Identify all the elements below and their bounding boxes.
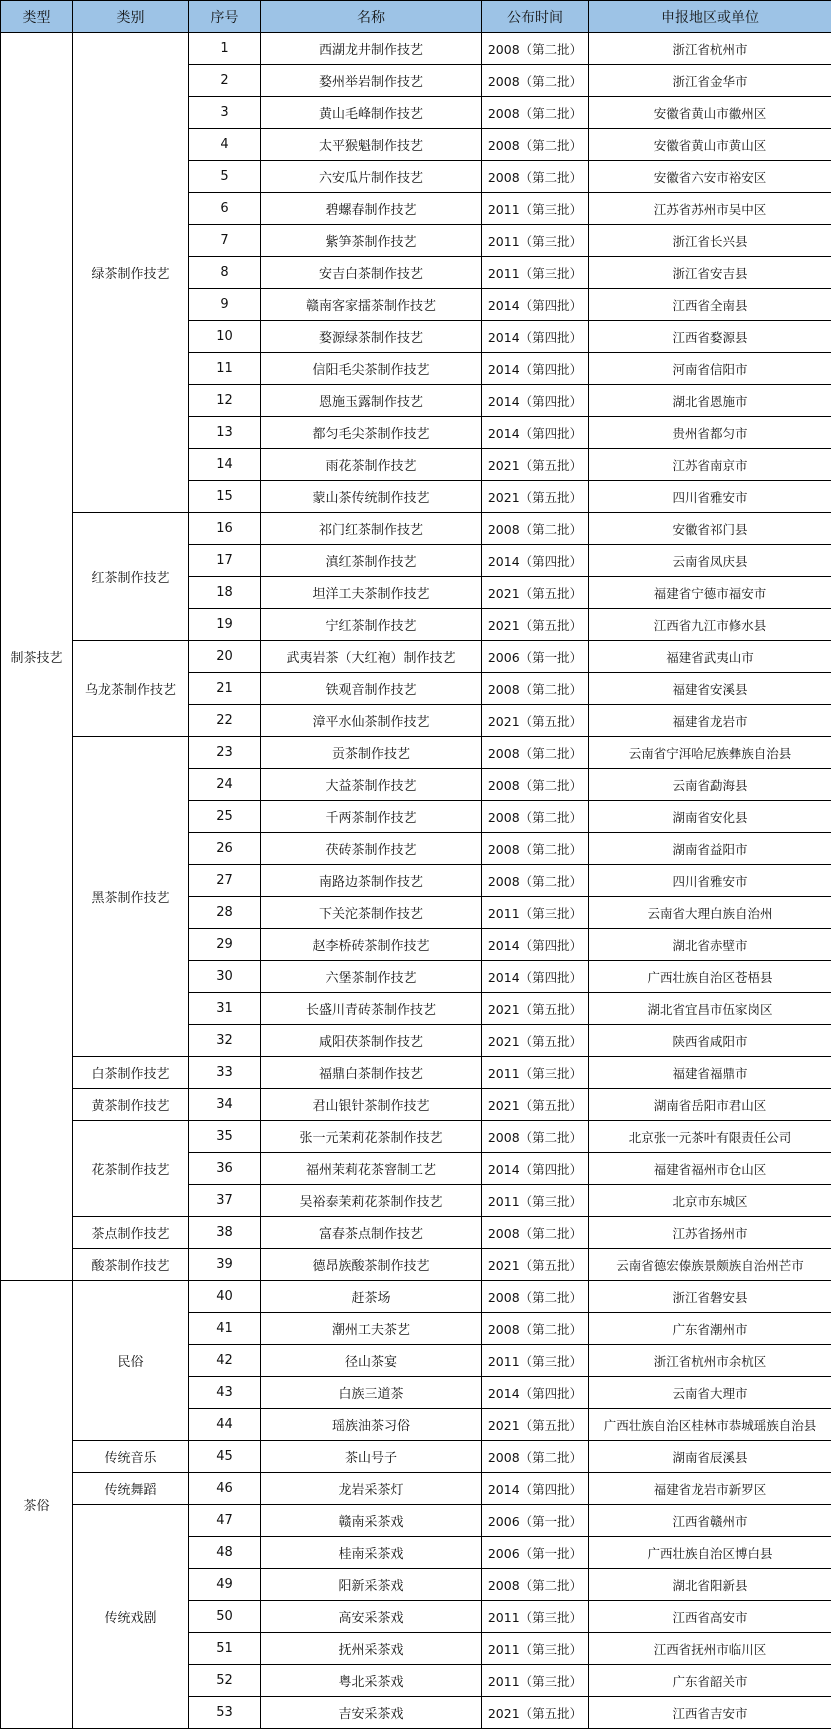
applicant-cell: 广东省韶关市: [589, 1665, 831, 1697]
publish-date-cell: 2008（第二批）: [482, 1569, 589, 1601]
applicant-cell: 福建省福州市仓山区: [589, 1153, 831, 1185]
category-cell: 黑茶制作技艺: [73, 737, 189, 1057]
number-cell: 34: [189, 1089, 261, 1121]
applicant-cell: 江西省全南县: [589, 289, 831, 321]
category-cell: 民俗: [73, 1281, 189, 1441]
name-cell: 千两茶制作技艺: [261, 801, 482, 833]
applicant-cell: 福建省宁德市福安市: [589, 577, 831, 609]
name-cell: 六安瓜片制作技艺: [261, 161, 482, 193]
name-cell: 下关沱茶制作技艺: [261, 897, 482, 929]
applicant-cell: 福建省武夷山市: [589, 641, 831, 673]
name-cell: 碧螺春制作技艺: [261, 193, 482, 225]
name-cell: 雨花茶制作技艺: [261, 449, 482, 481]
name-cell: 君山银针茶制作技艺: [261, 1089, 482, 1121]
name-cell: 蒙山茶传统制作技艺: [261, 481, 482, 513]
name-cell: 阳新采茶戏: [261, 1569, 482, 1601]
name-cell: 高安采茶戏: [261, 1601, 482, 1633]
applicant-cell: 湖北省阳新县: [589, 1569, 831, 1601]
name-cell: 龙岩采茶灯: [261, 1473, 482, 1505]
number-cell: 25: [189, 801, 261, 833]
applicant-cell: 江西省高安市: [589, 1601, 831, 1633]
header-row: [1, 1, 831, 33]
category-cell: 黄茶制作技艺: [73, 1089, 189, 1121]
publish-date-cell: 2021（第五批）: [482, 481, 589, 513]
name-cell: 福州茉莉花茶窨制工艺: [261, 1153, 482, 1185]
header-type: 类型: [1, 1, 73, 33]
name-cell: 安吉白茶制作技艺: [261, 257, 482, 289]
applicant-cell: 江苏省南京市: [589, 449, 831, 481]
number-cell: 40: [189, 1281, 261, 1313]
publish-date-cell: 2021（第五批）: [482, 577, 589, 609]
number-cell: 8: [189, 257, 261, 289]
number-cell: 21: [189, 673, 261, 705]
table-row: [1, 1281, 831, 1313]
name-cell: 抚州采茶戏: [261, 1633, 482, 1665]
publish-date-cell: 2008（第二批）: [482, 769, 589, 801]
number-cell: 32: [189, 1025, 261, 1057]
publish-date-cell: 2011（第三批）: [482, 1185, 589, 1217]
publish-date-cell: 2008（第二批）: [482, 65, 589, 97]
name-cell: 潮州工夫茶艺: [261, 1313, 482, 1345]
number-cell: 42: [189, 1345, 261, 1377]
publish-date-cell: 2008（第二批）: [482, 801, 589, 833]
number-cell: 19: [189, 609, 261, 641]
publish-date-cell: 2021（第五批）: [482, 449, 589, 481]
publish-date-cell: 2014（第四批）: [482, 289, 589, 321]
name-cell: 茯砖茶制作技艺: [261, 833, 482, 865]
name-cell: 黄山毛峰制作技艺: [261, 97, 482, 129]
header-number: 序号: [189, 1, 261, 33]
publish-date-cell: 2011（第三批）: [482, 1057, 589, 1089]
number-cell: 26: [189, 833, 261, 865]
table-header: [1, 1, 831, 33]
applicant-cell: 云南省大理市: [589, 1377, 831, 1409]
name-cell: 瑶族油茶习俗: [261, 1409, 482, 1441]
publish-date-cell: 2008（第二批）: [482, 1281, 589, 1313]
number-cell: 10: [189, 321, 261, 353]
publish-date-cell: 2008（第二批）: [482, 97, 589, 129]
applicant-cell: 江苏省苏州市吴中区: [589, 193, 831, 225]
name-cell: 吴裕泰茉莉花茶制作技艺: [261, 1185, 482, 1217]
applicant-cell: 浙江省金华市: [589, 65, 831, 97]
publish-date-cell: 2011（第三批）: [482, 225, 589, 257]
name-cell: 都匀毛尖茶制作技艺: [261, 417, 482, 449]
applicant-cell: 湖北省赤壁市: [589, 929, 831, 961]
number-cell: 43: [189, 1377, 261, 1409]
publish-date-cell: 2011（第三批）: [482, 1601, 589, 1633]
name-cell: 吉安采茶戏: [261, 1697, 482, 1729]
publish-date-cell: 2011（第三批）: [482, 1345, 589, 1377]
table-row: [1, 1089, 831, 1121]
number-cell: 17: [189, 545, 261, 577]
name-cell: 祁门红茶制作技艺: [261, 513, 482, 545]
publish-date-cell: 2008（第二批）: [482, 1441, 589, 1473]
name-cell: 富春茶点制作技艺: [261, 1217, 482, 1249]
table-row: [1, 1057, 831, 1089]
publish-date-cell: 2021（第五批）: [482, 1089, 589, 1121]
name-cell: 长盛川青砖茶制作技艺: [261, 993, 482, 1025]
category-cell: 花茶制作技艺: [73, 1121, 189, 1217]
header-category: 类别: [73, 1, 189, 33]
name-cell: 赶茶场: [261, 1281, 482, 1313]
number-cell: 39: [189, 1249, 261, 1281]
publish-date-cell: 2014（第四批）: [482, 545, 589, 577]
header-publish-date: 公布时间: [482, 1, 589, 33]
name-cell: 南路边茶制作技艺: [261, 865, 482, 897]
applicant-cell: 浙江省杭州市余杭区: [589, 1345, 831, 1377]
number-cell: 7: [189, 225, 261, 257]
name-cell: 福鼎白茶制作技艺: [261, 1057, 482, 1089]
applicant-cell: 福建省龙岩市: [589, 705, 831, 737]
applicant-cell: 北京市东城区: [589, 1185, 831, 1217]
publish-date-cell: 2014（第四批）: [482, 1153, 589, 1185]
name-cell: 恩施玉露制作技艺: [261, 385, 482, 417]
number-cell: 6: [189, 193, 261, 225]
applicant-cell: 安徽省六安市裕安区: [589, 161, 831, 193]
header-name: 名称: [261, 1, 482, 33]
number-cell: 14: [189, 449, 261, 481]
number-cell: 28: [189, 897, 261, 929]
applicant-cell: 湖北省宜昌市伍家岗区: [589, 993, 831, 1025]
name-cell: 咸阳茯茶制作技艺: [261, 1025, 482, 1057]
applicant-cell: 广西壮族自治区博白县: [589, 1537, 831, 1569]
applicant-cell: 江西省赣州市: [589, 1505, 831, 1537]
number-cell: 41: [189, 1313, 261, 1345]
number-cell: 53: [189, 1697, 261, 1729]
number-cell: 23: [189, 737, 261, 769]
number-cell: 16: [189, 513, 261, 545]
name-cell: 赣南客家擂茶制作技艺: [261, 289, 482, 321]
publish-date-cell: 2014（第四批）: [482, 385, 589, 417]
number-cell: 45: [189, 1441, 261, 1473]
category-cell: 茶点制作技艺: [73, 1217, 189, 1249]
number-cell: 3: [189, 97, 261, 129]
name-cell: 大益茶制作技艺: [261, 769, 482, 801]
publish-date-cell: 2011（第三批）: [482, 1633, 589, 1665]
number-cell: 24: [189, 769, 261, 801]
publish-date-cell: 2021（第五批）: [482, 993, 589, 1025]
applicant-cell: 云南省勐海县: [589, 769, 831, 801]
applicant-cell: 浙江省长兴县: [589, 225, 831, 257]
table-row: [1, 1249, 831, 1281]
applicant-cell: 福建省福鼎市: [589, 1057, 831, 1089]
publish-date-cell: 2014（第四批）: [482, 417, 589, 449]
applicant-cell: 云南省德宏傣族景颇族自治州芒市: [589, 1249, 831, 1281]
name-cell: 婺源绿茶制作技艺: [261, 321, 482, 353]
publish-date-cell: 2008（第二批）: [482, 737, 589, 769]
publish-date-cell: 2008（第二批）: [482, 1313, 589, 1345]
category-cell: 传统戏剧: [73, 1505, 189, 1729]
number-cell: 5: [189, 161, 261, 193]
category-cell: 红茶制作技艺: [73, 513, 189, 641]
applicant-cell: 江西省吉安市: [589, 1697, 831, 1729]
name-cell: 张一元茉莉花茶制作技艺: [261, 1121, 482, 1153]
name-cell: 太平猴魁制作技艺: [261, 129, 482, 161]
publish-date-cell: 2008（第二批）: [482, 33, 589, 65]
number-cell: 44: [189, 1409, 261, 1441]
applicant-cell: 北京张一元茶叶有限责任公司: [589, 1121, 831, 1153]
applicant-cell: 湖南省益阳市: [589, 833, 831, 865]
publish-date-cell: 2011（第三批）: [482, 897, 589, 929]
applicant-cell: 福建省龙岩市新罗区: [589, 1473, 831, 1505]
publish-date-cell: 2008（第二批）: [482, 1121, 589, 1153]
applicant-cell: 广东省潮州市: [589, 1313, 831, 1345]
name-cell: 六堡茶制作技艺: [261, 961, 482, 993]
number-cell: 30: [189, 961, 261, 993]
type-cell: 茶俗: [1, 1281, 73, 1729]
number-cell: 11: [189, 353, 261, 385]
applicant-cell: 江西省九江市修水县: [589, 609, 831, 641]
applicant-cell: 广西壮族自治区苍梧县: [589, 961, 831, 993]
name-cell: 婺州举岩制作技艺: [261, 65, 482, 97]
publish-date-cell: 2021（第五批）: [482, 1249, 589, 1281]
number-cell: 20: [189, 641, 261, 673]
applicant-cell: 江西省婺源县: [589, 321, 831, 353]
category-cell: 传统音乐: [73, 1441, 189, 1473]
publish-date-cell: 2011（第三批）: [482, 193, 589, 225]
applicant-cell: 四川省雅安市: [589, 865, 831, 897]
name-cell: 铁观音制作技艺: [261, 673, 482, 705]
applicant-cell: 安徽省黄山市徽州区: [589, 97, 831, 129]
number-cell: 15: [189, 481, 261, 513]
publish-date-cell: 2014（第四批）: [482, 1377, 589, 1409]
publish-date-cell: 2006（第一批）: [482, 1537, 589, 1569]
applicant-cell: 浙江省磐安县: [589, 1281, 831, 1313]
name-cell: 坦洋工夫茶制作技艺: [261, 577, 482, 609]
applicant-cell: 湖南省辰溪县: [589, 1441, 831, 1473]
name-cell: 信阳毛尖茶制作技艺: [261, 353, 482, 385]
number-cell: 37: [189, 1185, 261, 1217]
publish-date-cell: 2008（第二批）: [482, 129, 589, 161]
category-cell: 绿茶制作技艺: [73, 33, 189, 513]
number-cell: 46: [189, 1473, 261, 1505]
table-row: [1, 1441, 831, 1473]
name-cell: 白族三道茶: [261, 1377, 482, 1409]
publish-date-cell: 2014（第四批）: [482, 321, 589, 353]
number-cell: 47: [189, 1505, 261, 1537]
publish-date-cell: 2021（第五批）: [482, 1409, 589, 1441]
publish-date-cell: 2011（第三批）: [482, 1665, 589, 1697]
applicant-cell: 广西壮族自治区桂林市恭城瑶族自治县: [589, 1409, 831, 1441]
applicant-cell: 安徽省黄山市黄山区: [589, 129, 831, 161]
table-row: [1, 737, 831, 769]
publish-date-cell: 2021（第五批）: [482, 705, 589, 737]
number-cell: 4: [189, 129, 261, 161]
number-cell: 9: [189, 289, 261, 321]
table-row: [1, 33, 831, 65]
number-cell: 36: [189, 1153, 261, 1185]
publish-date-cell: 2008（第二批）: [482, 161, 589, 193]
name-cell: 西湖龙井制作技艺: [261, 33, 482, 65]
applicant-cell: 云南省大理白族自治州: [589, 897, 831, 929]
number-cell: 27: [189, 865, 261, 897]
applicant-cell: 云南省宁洱哈尼族彝族自治县: [589, 737, 831, 769]
table-row: [1, 1217, 831, 1249]
number-cell: 33: [189, 1057, 261, 1089]
applicant-cell: 浙江省杭州市: [589, 33, 831, 65]
publish-date-cell: 2014（第四批）: [482, 1473, 589, 1505]
name-cell: 贡茶制作技艺: [261, 737, 482, 769]
category-cell: 乌龙茶制作技艺: [73, 641, 189, 737]
category-cell: 传统舞蹈: [73, 1473, 189, 1505]
applicant-cell: 福建省安溪县: [589, 673, 831, 705]
number-cell: 38: [189, 1217, 261, 1249]
number-cell: 1: [189, 33, 261, 65]
number-cell: 50: [189, 1601, 261, 1633]
name-cell: 径山茶宴: [261, 1345, 482, 1377]
publish-date-cell: 2011（第三批）: [482, 257, 589, 289]
number-cell: 12: [189, 385, 261, 417]
publish-date-cell: 2014（第四批）: [482, 353, 589, 385]
table-row: [1, 1473, 831, 1505]
number-cell: 31: [189, 993, 261, 1025]
name-cell: 滇红茶制作技艺: [261, 545, 482, 577]
number-cell: 13: [189, 417, 261, 449]
applicant-cell: 陕西省咸阳市: [589, 1025, 831, 1057]
header-applicant: 申报地区或单位: [589, 1, 831, 33]
publish-date-cell: 2021（第五批）: [482, 1697, 589, 1729]
name-cell: 茶山号子: [261, 1441, 482, 1473]
applicant-cell: 江西省抚州市临川区: [589, 1633, 831, 1665]
name-cell: 漳平水仙茶制作技艺: [261, 705, 482, 737]
name-cell: 桂南采茶戏: [261, 1537, 482, 1569]
name-cell: 赣南采茶戏: [261, 1505, 482, 1537]
number-cell: 51: [189, 1633, 261, 1665]
applicant-cell: 浙江省安吉县: [589, 257, 831, 289]
publish-date-cell: 2006（第一批）: [482, 641, 589, 673]
category-cell: 酸茶制作技艺: [73, 1249, 189, 1281]
publish-date-cell: 2021（第五批）: [482, 609, 589, 641]
applicant-cell: 湖南省安化县: [589, 801, 831, 833]
number-cell: 2: [189, 65, 261, 97]
applicant-cell: 江苏省扬州市: [589, 1217, 831, 1249]
name-cell: 赵李桥砖茶制作技艺: [261, 929, 482, 961]
applicant-cell: 湖南省岳阳市君山区: [589, 1089, 831, 1121]
publish-date-cell: 2008（第二批）: [482, 513, 589, 545]
table-row: [1, 1505, 831, 1537]
table-row: [1, 1121, 831, 1153]
name-cell: 紫笋茶制作技艺: [261, 225, 482, 257]
number-cell: 18: [189, 577, 261, 609]
publish-date-cell: 2008（第二批）: [482, 865, 589, 897]
number-cell: 48: [189, 1537, 261, 1569]
name-cell: 武夷岩茶（大红袍）制作技艺: [261, 641, 482, 673]
type-cell: 制茶技艺: [1, 33, 73, 1281]
applicant-cell: 湖北省恩施市: [589, 385, 831, 417]
name-cell: 德昂族酸茶制作技艺: [261, 1249, 482, 1281]
applicant-cell: 四川省雅安市: [589, 481, 831, 513]
table-row: [1, 513, 831, 545]
applicant-cell: 贵州省都匀市: [589, 417, 831, 449]
name-cell: 粤北采茶戏: [261, 1665, 482, 1697]
publish-date-cell: 2008（第二批）: [482, 673, 589, 705]
number-cell: 29: [189, 929, 261, 961]
applicant-cell: 河南省信阳市: [589, 353, 831, 385]
category-cell: 白茶制作技艺: [73, 1057, 189, 1089]
number-cell: 52: [189, 1665, 261, 1697]
name-cell: 宁红茶制作技艺: [261, 609, 482, 641]
publish-date-cell: 2014（第四批）: [482, 929, 589, 961]
publish-date-cell: 2006（第一批）: [482, 1505, 589, 1537]
publish-date-cell: 2008（第二批）: [482, 833, 589, 865]
applicant-cell: 云南省凤庆县: [589, 545, 831, 577]
publish-date-cell: 2014（第四批）: [482, 961, 589, 993]
number-cell: 49: [189, 1569, 261, 1601]
applicant-cell: 安徽省祁门县: [589, 513, 831, 545]
table-row: [1, 641, 831, 673]
number-cell: 22: [189, 705, 261, 737]
table-body: [1, 33, 831, 1729]
publish-date-cell: 2021（第五批）: [482, 1025, 589, 1057]
publish-date-cell: 2008（第二批）: [482, 1217, 589, 1249]
number-cell: 35: [189, 1121, 261, 1153]
